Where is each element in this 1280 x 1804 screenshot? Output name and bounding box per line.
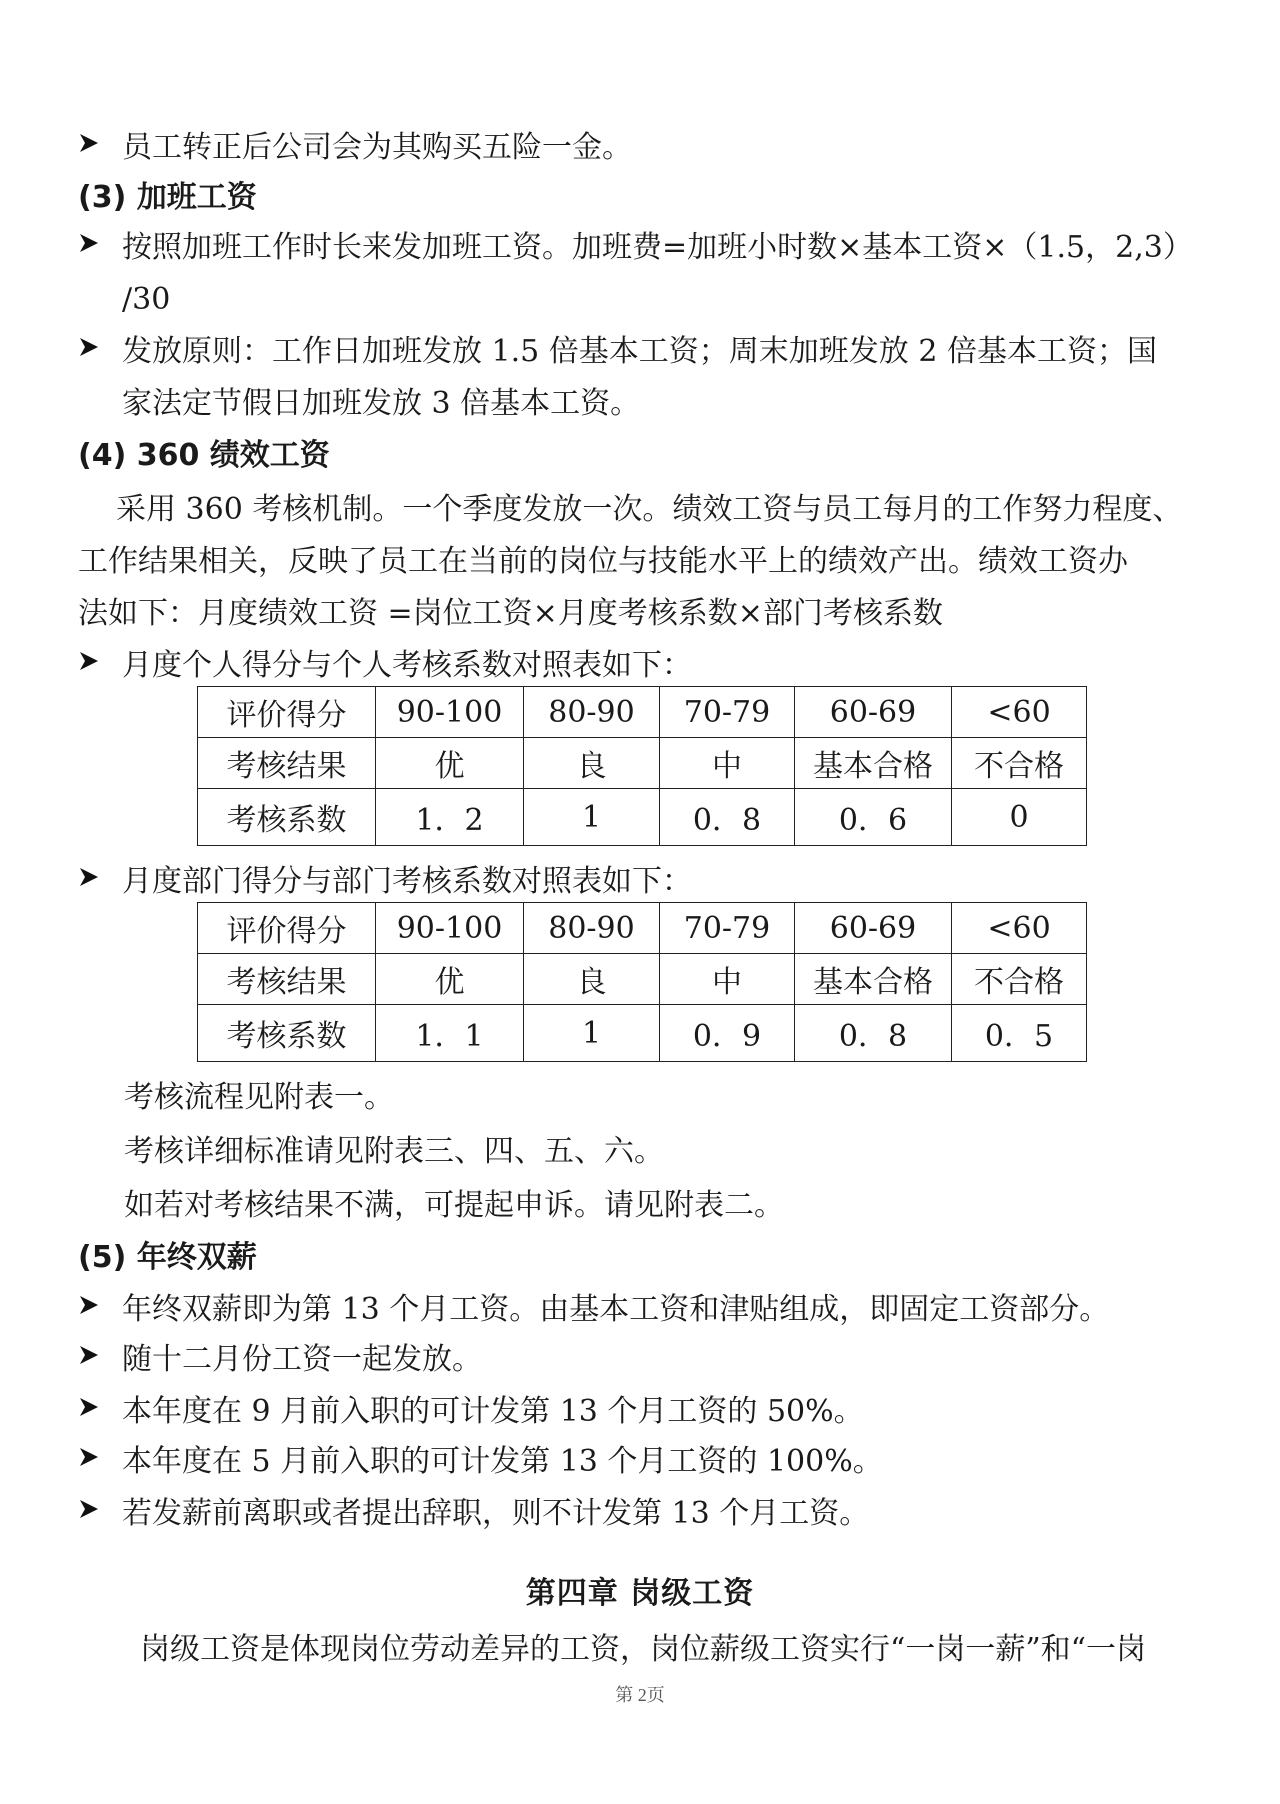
table-cell: 0．8 bbox=[795, 1005, 952, 1062]
table-cell: 60-69 bbox=[795, 687, 952, 738]
table-row bbox=[198, 903, 1087, 954]
arrow-bullet-icon bbox=[76, 1340, 102, 1370]
arrow-bullet-icon bbox=[76, 1442, 102, 1472]
table-cell: 90-100 bbox=[376, 687, 524, 738]
arrow-bullet-icon bbox=[76, 128, 102, 158]
table-cell: 1．2 bbox=[376, 789, 524, 846]
table-cell: 0 bbox=[952, 789, 1087, 846]
table-cell: 优 bbox=[376, 954, 524, 1005]
arrow-bullet-icon bbox=[76, 228, 102, 258]
chapter-title: 第四章 岗级工资 bbox=[525, 1576, 755, 1611]
table-cell: <60 bbox=[952, 903, 1087, 954]
arrow-bullet-icon bbox=[76, 862, 102, 892]
table-row bbox=[198, 789, 1087, 846]
table-cell: 基本合格 bbox=[795, 954, 952, 1005]
table-cell: 0．9 bbox=[660, 1005, 795, 1062]
page-number: 第 2页 bbox=[615, 1685, 665, 1705]
department-score-table bbox=[197, 902, 1087, 1062]
table-cell: 1 bbox=[524, 789, 660, 846]
table-row bbox=[198, 738, 1087, 789]
table-cell: 评价得分 bbox=[198, 903, 376, 954]
table-cell: 考核结果 bbox=[198, 954, 376, 1005]
table-cell: 考核系数 bbox=[198, 1005, 376, 1062]
table-row bbox=[198, 1005, 1087, 1062]
table-cell: 中 bbox=[660, 954, 795, 1005]
table-cell: 80-90 bbox=[524, 903, 660, 954]
arrow-bullet-icon bbox=[76, 646, 102, 676]
personal-score-table bbox=[197, 686, 1087, 846]
table-cell: 基本合格 bbox=[795, 738, 952, 789]
table-cell: 考核结果 bbox=[198, 738, 376, 789]
table-cell: 0．6 bbox=[795, 789, 952, 846]
arrow-bullet-icon bbox=[76, 1494, 102, 1524]
arrow-bullet-icon bbox=[76, 1290, 102, 1320]
table-cell: 0．8 bbox=[660, 789, 795, 846]
table-cell: 不合格 bbox=[952, 738, 1087, 789]
table-cell: 良 bbox=[524, 738, 660, 789]
arrow-bullet-icon bbox=[76, 1392, 102, 1422]
table-row bbox=[198, 954, 1087, 1005]
table-cell: 70-79 bbox=[660, 687, 795, 738]
table-cell: 90-100 bbox=[376, 903, 524, 954]
table-cell: 0．5 bbox=[952, 1005, 1087, 1062]
table-cell: 80-90 bbox=[524, 687, 660, 738]
table-cell: 评价得分 bbox=[198, 687, 376, 738]
document-page: 员工转正后公司会为其购买五险一金。 (3) 加班工资 按照加班工作时长来发加班工资。加班费=加班小时数×基本工资×（1.5，2,3） /30 发放原则：工作日加班发放 1.5 倍基本工资；周末加班发放 2 倍基本工资；国 家法定节假日加班发放 3 倍基本工资。 (4) 360 绩效工资 采用 360 考核机制。一个季度发放一次。绩效工资与员工每月的工作努力程度、 工作结果相关，反映了员工在当前的岗位与技能水平上的绩效产出。绩效工资办 法如下：月度绩效工资 =岗位工资×月度考核系数×部门考核系数 月度个人得分与个人考核系数对照表如下： 评价得分 90-100 80-90 70-79 60-69 <60 考核结果 优 良 中 基本合格 不合格 考核系数 1．2 1 0．8 0．6 0 月度部门得分与部门考核系数对照表如下： 评价得分 90-100 80-90 70-79 60-69 <60 考核结果 优 良 中 基本合格 不合格 考核系数 1．1 1 0．9 0．8 0．5 考核流程见附表一。 考核详细标准请见附表三、四、五、六。 如若对考核结果不满，可提起申诉。请见附表二。 (5) 年终双薪 年终双薪即为第 13 个月工资。由基本工资和津贴组成，即固定工资部分。 随十二月份工资一起发放。 本年度在 9 月前入职的可计发第 13 个月工资的 50%。 本年度在 5 月前入职的可计发第 13 个月工资的 100%。 若发薪前离职或者提出辞职，则不计发第 13 个月工资。 第四章 岗级工资 岗级工资是体现岗位劳动差异的工资，岗位薪级工资实行“一岗一薪”和“一岗 第 2页 bbox=[0, 0, 1280, 1804]
table-cell: 中 bbox=[660, 738, 795, 789]
table-cell: 优 bbox=[376, 738, 524, 789]
table-row bbox=[198, 687, 1087, 738]
table-cell: 1 bbox=[524, 1005, 660, 1062]
table-cell: 不合格 bbox=[952, 954, 1087, 1005]
arrow-bullet-icon bbox=[76, 332, 102, 362]
table-cell: 1．1 bbox=[376, 1005, 524, 1062]
table-cell: 良 bbox=[524, 954, 660, 1005]
table-cell: 考核系数 bbox=[198, 789, 376, 846]
table-cell: <60 bbox=[952, 687, 1087, 738]
table-cell: 70-79 bbox=[660, 903, 795, 954]
table-cell: 60-69 bbox=[795, 903, 952, 954]
